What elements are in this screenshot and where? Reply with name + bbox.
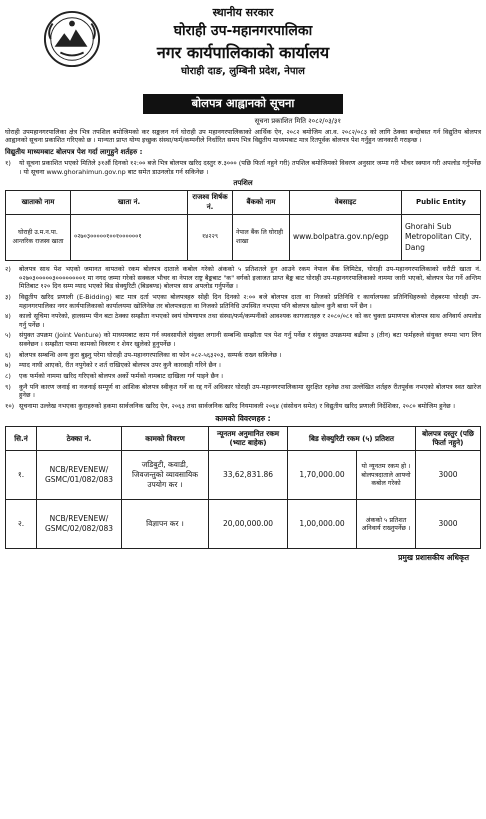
- govt-label: स्थानीय सरकार: [212, 6, 274, 19]
- public-entity-cell: Ghorahi Sub Metropolitan City, Dang: [402, 215, 481, 261]
- works-table-header: [6, 426, 481, 450]
- condition-item: ३) विद्युतीय खरिद प्रणाली (E-Bidding) बाट मात्र दर्ता भएका बोलपत्रहरु सोही दिन दिनको २:०० बजे बोलपत्र दाता वा निजको प्रतिनिधि र कार्यालयका प्रतिनिधिहरुको रोहबरमा घोराही उप-महानगरपालिका नगर कार्यपालिकाको कार्यालयमा खोलिनेछ तर बोलपत्रदाता वा निजको प्रतिनिधि उपस्थित नभएमा पनि बोलपत्र खोल्न कुनै बाधा पर्ने छैन ।: [5, 292, 481, 310]
- condition-item: २) बोलपत्र साथ पेश भएको जमानत वापतको रकम बोलपत्र दाताले कबोल गरेको अंकको ५ प्रतिशतले हुन आउने रकम नेपाल बैंक लिमिटेड, घोराही उप-महानगरपालिकाको धरौटी खाता नं. ०२७०३०००००३००००००००१ मा नगद जम्मा गरेको सक्कल भौचर वा नेपाल राष्ट्र बैङ्कबाट "क" वर्गको इजाजत प्राप्त बैङ्क बाट घोराही उप-महानगरपालिकाको नाममा जारी भएको, बोलपत्र पेश गर्ने अन्तिम मितिबाट १२० दिन सम्म म्याद भएको बिड सेक्युरिटी (बिडबण्ड) बोलपत्र साथ अपलोड गर्नुपर्नेछ ।: [5, 265, 481, 291]
- office-name: नगर कार्यपालिकाको कार्यालय: [156, 42, 330, 62]
- account-no-cell: ०२७०३०००००१००१००००००१: [71, 215, 188, 261]
- condition-item: १०) सूचनामा उल्लेख नभएका कुराहरुको हकमा सार्वजनिक खरिद ऐन, २०६३ तथा सार्वजनिक खरिद नियमावली २०६४ (संसोधन समेत) र विद्युतीय खरिद प्रणाली निर्देशिका, २०८० बमोजिम हुनेछ ।: [5, 401, 456, 410]
- condition-item: ७) म्याद नाघी आएको, रीत नपुगेको र शर्त राखिएको बोलपत्र उपर कुनै कारवाही गरिने छैन ।: [5, 361, 221, 370]
- bank-name-cell: नेपाल बैंक लि घोराही शाखा: [233, 215, 290, 261]
- notice-title: बोलपत्र आह्वानको सूचना: [143, 94, 343, 114]
- header-revenue-head: राजश्व शिर्षक नं.: [188, 191, 233, 215]
- nepal-emblem-icon: [43, 10, 101, 68]
- header-account-no: खाता नं.: [71, 191, 188, 215]
- header-min-amount: न्यूनतम अनुमानित रकम (भ्याट बाहेक): [209, 426, 288, 450]
- header-account-name: खाताको नाम: [6, 191, 71, 215]
- works-heading: कामको विवरणहरु :: [215, 413, 271, 423]
- notice-page: [5, 4, 481, 815]
- header-contract-no: ठेक्का नं.: [37, 426, 122, 450]
- header-website: वेबसाइट: [290, 191, 402, 215]
- condition-item: ४) कालो सूचिमा नपरेको, हालसम्म पीन बटा ठेक्का सम्झौता नभएको स्वयं घोषणापत्र तथा संस्था/फर्म/कम्पनीको आवश्यक कागजातहरु र २०८०/०८१ को कर चुक्ता प्रमाणपत्र बोलपत्र साथ अनिवार्य अपलोड गर्नु पर्नेछ ।: [5, 312, 481, 329]
- publish-date: सूचना प्रकाशित मिति २०८२/०३/३१: [254, 116, 341, 125]
- account-name-cell: घोराही उ.म.न.पा. आन्तरिक राजस्व खाता: [6, 215, 71, 261]
- tapsil-label: तपशिल: [233, 178, 253, 187]
- signature-label: प्रमुख प्रशासकीय अधिकृत: [398, 553, 469, 563]
- condition-item: ५) संयुक्त उपक्रम (Joint Venture) को माध्यमबाट काम गर्न व्यवसायीले संयुक्त लगानी सम्बन्धि सम्झौता पत्र पेश गर्नु पर्नेछ र संयुक्त उपक्रममा बढीमा ३ (तीन) बटा फर्महरुले संयुक्त रुपमा भाग लिन सक्नेछन । सम्झौता पत्रमा कामको विवरण र शेयर खुलेको हुनुपर्नेछ ।: [5, 331, 481, 349]
- office-address: घोराही दाङ, लुम्बिनी प्रदेश, नेपाल: [181, 66, 305, 78]
- table-row: [6, 215, 481, 261]
- header-sn: सि.नं: [6, 426, 37, 450]
- bank-table: [5, 190, 481, 261]
- header-bank-name: बैंकको नाम: [233, 191, 290, 215]
- condition-1-text: यो सूचना प्रकाशित भएको मितिले ३१औं दिनको १२:०० बजे भित्र बोलपत्र खरिद दस्तुर रु.३००० (पछि फिर्ता नहुने गरी) तपशिल बमोजिमको विवरण अनुसार जम्मा गरी भौचर स्क्यान गरी अपलोड गर्नुपर्नेछ । यो सूचना www.ghorahimun.gov.np बाट समेत डाउनलोड गर्न सकिनेछ ।: [19, 159, 481, 177]
- header-bid-security: बिड सेक्युरिटी रकम (५) प्रतिशत: [288, 426, 416, 450]
- revenue-head-cell: १४२२९: [188, 215, 233, 261]
- municipality-name: घोराही उप-महानगरपालिका: [173, 22, 313, 39]
- intro-paragraph: घोराही उपमहानगरपालिका क्षेत्र भित्र तपशिल बमोजिमको कर सङ्कलन गर्न घोराही उप महानगरपालिकाको आर्थिक ऐन, २०८२ बमोजिम आ.व. २०८२/०८३ को लागि ठेक्का बन्दोबस्त गर्न विद्युतिय बोलपत्र आह्वानको सूचना प्रकाशित गरिएको छ । मान्यता प्राप्त योग्य इच्छुक संस्था/फर्म/कम्पनीले निर्धारित समय भित्र विद्युतीय माध्यमबाट मात्र रितपूर्वक बोलपत्र पेश गर्नुहुन जानकारी गराइन्छ ।: [5, 127, 481, 145]
- table-row: २. NCB/REVENEW/ GSMC/02/082/083 विज्ञापन कर । 20,00,000.00 1,00,000.00 अंकको ५ प्रतिशत अनिवार्य राख्नुपर्नेछ । 3000: [6, 500, 481, 549]
- header-public-entity: Public Entity: [402, 191, 481, 215]
- header-bid-fee: बोलपत्र दस्तुर (पछि फिर्ता नहुने): [416, 426, 481, 450]
- condition-item: ९) कुनै पनि कारण जनाई वा नजनाई सम्पूर्ण वा आंशिक बोलपत्र स्वीकृत गर्ने वा रद्द गर्ने अधिकार घोराही उप-महानगरपालिकामा सुरक्षित रहनेछ तथा उल्लेखित शर्तहरु रीतपूर्वक नभएको बोलपत्र स्वत खारेज हुनेछ ।: [5, 382, 481, 400]
- table-row: १. NCB/REVENEW/ GSMC/01/082/083 जडिबुटी, कवाडी, जिवजन्तुको व्यावसायिक उपयोग कर । 33,62,831.86 1,70,000.00 यो न्यूनतम रकम हो । बोलपत्रदाताले आफ्नो कबोल गरेको 3000: [6, 451, 481, 500]
- works-table: [5, 426, 481, 549]
- condition-item: ६) बोलपत्र सम्बन्धि अन्य कुरा बुझ्नु परेमा घोराही उप-महानगरपालिका वा फोन ०८२-५६३२०३, सम्पर्क राख्न सकिनेछ ।: [5, 350, 282, 359]
- header: [5, 6, 481, 92]
- website-link[interactable]: www.bolpatra.gov.np/egp: [290, 215, 402, 261]
- conditions-heading: विद्युतीय माध्यमबाट बोलपत्र पेश गर्दा लागुहुने शर्तहरु :: [5, 147, 143, 156]
- conditions-list: [5, 265, 481, 411]
- condition-item: १) यो सूचना प्रकाशित भएको मितिले ३१औं दिनको १२:०० बजे भित्र बोलपत्र खरिद दस्तुर रु.३००० (पछि फिर्ता नहुने गरी) तपशिल बमोजिमको विवरण अनुसार जम्मा गरी भौचर स्क्यान गरी अपलोड गर्नुपर्नेछ । यो सूचना www.ghorahimun.gov.np बाट समेत डाउनलोड गर्न सकिनेछ ।: [5, 159, 481, 177]
- condition-item: ८) एक फर्मको नाममा खरिद गरिएको बोलपत्र अर्को फर्मको नामबाट दाखिला गर्न पाइने छैन ।: [5, 372, 224, 381]
- header-work-desc: कामको विवरण: [122, 426, 209, 450]
- bank-table-header: [6, 191, 481, 215]
